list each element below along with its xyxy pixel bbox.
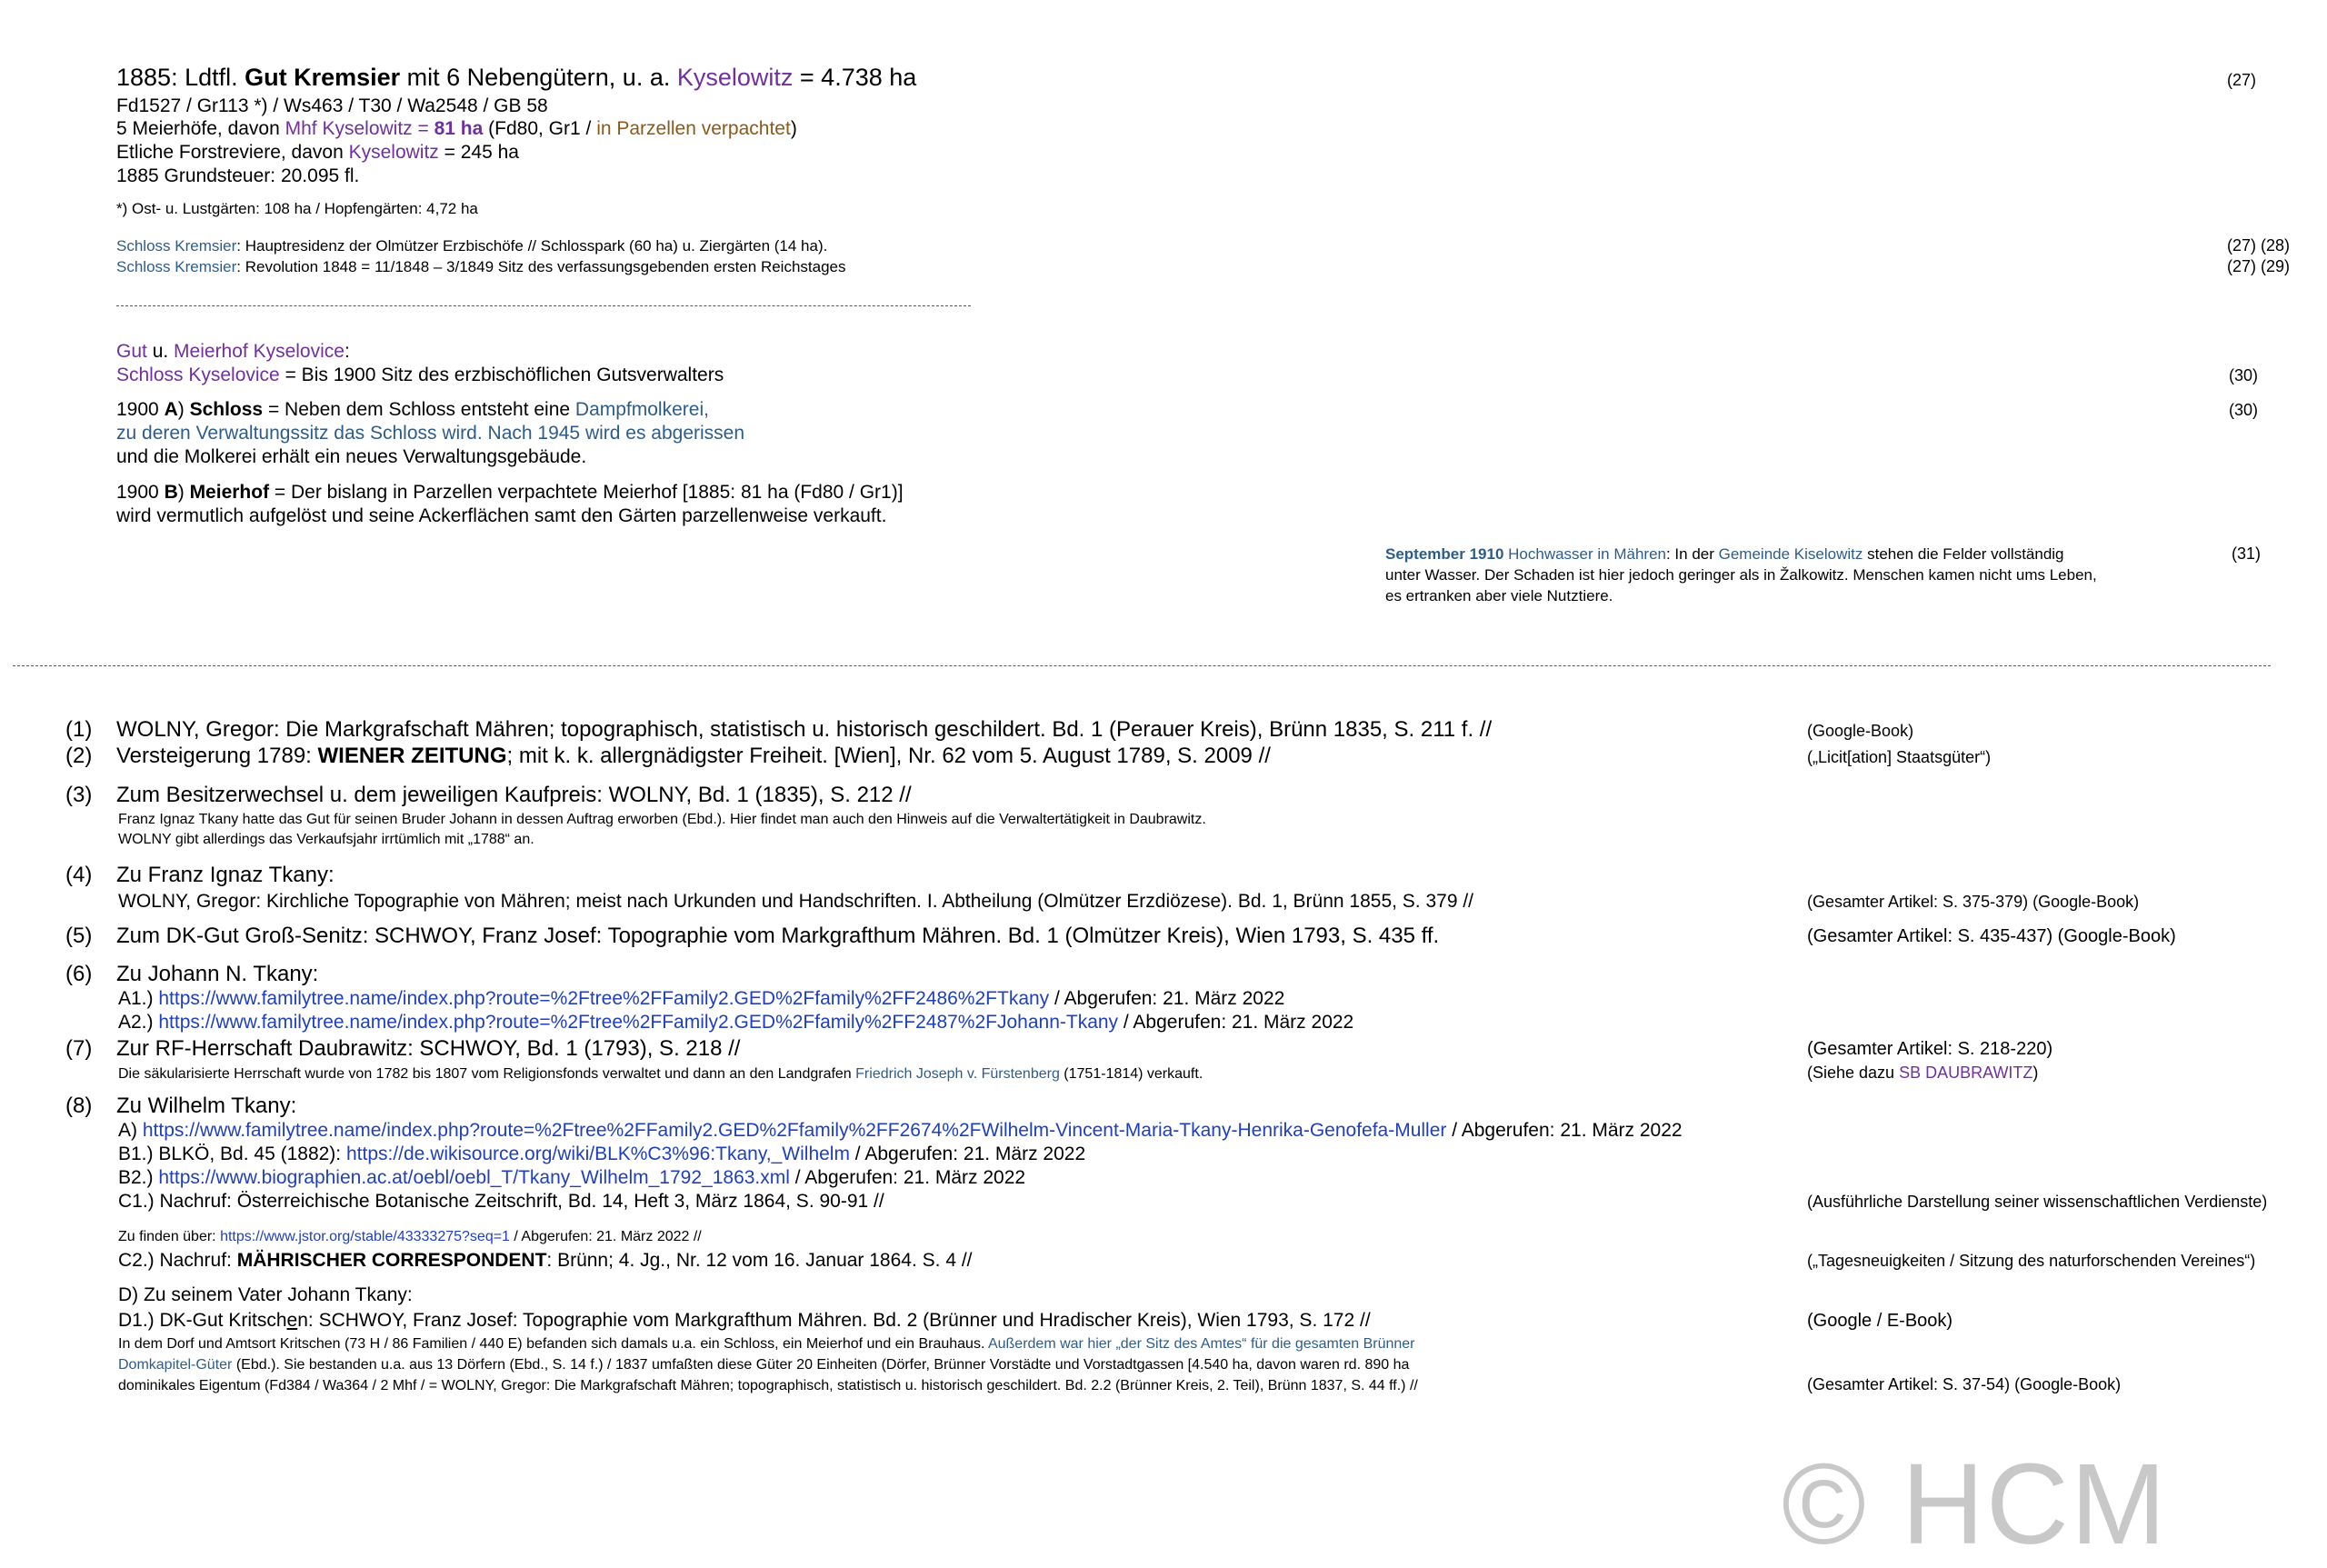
fn7-source: (Gesamter Artikel: S. 218-220)	[1807, 1039, 2053, 1059]
fn8-d1-source: (Google / E-Book)	[1807, 1311, 1953, 1331]
fn6-a2-link[interactable]: https://www.familytree.name/index.php?route=%2Ftree%2FFamily2.GED%2Ffamily%2FF2487%2FJohann-Tkany	[158, 1012, 1119, 1033]
schloss-kyselovice-line: Schloss Kyselovice = Bis 1900 Sitz des erzbischöflichen Gutsverwalters	[116, 365, 724, 385]
line-1900-b-2: wird vermutlich aufgelöst und seine Ackerflächen samt den Gärten parzellenweise verkauft.	[116, 505, 887, 526]
fn8-c1-note: (Ausführliche Darstellung seiner wissenschaftlichen Verdienste)	[1807, 1193, 2268, 1211]
fn8-b1-link[interactable]: https://de.wikisource.org/wiki/BLK%C3%96:Tkany,_Wilhelm	[345, 1144, 850, 1164]
castle-kremsier-revolution: Schloss Kremsier: Revolution 1848 = 11/1848 – 3/1849 Sitz des verfassungsgebenden ersten Reichstages	[116, 258, 846, 275]
fn8-text: Zu Wilhelm Tkany:	[116, 1094, 297, 1118]
fn6-text: Zu Johann N. Tkany:	[116, 962, 319, 986]
separator-short	[116, 305, 971, 306]
fn3-sub2: WOLNY gibt allerdings das Verkaufsjahr irrtümlich mit „1788“ an.	[118, 832, 534, 847]
note-gaerten: *) Ost- u. Lustgärten: 108 ha / Hopfengärten: 4,72 ha	[116, 200, 478, 217]
fn3-sub1: Franz Ignaz Tkany hatte das Gut für seinen Bruder Johann in dessen Auftrag erworben (Ebd.). Hier findet man auch den Hinweis auf die Verwaltertätigkeit in Daubrawitz.	[118, 812, 1206, 827]
ref-27: (27)	[2227, 71, 2257, 89]
ref-27-29: (27) (29)	[2227, 257, 2291, 275]
fn2-number: (2)	[65, 744, 93, 768]
line-forstreviere: Etliche Forstreviere, davon Kyselowitz = 245 ha	[116, 142, 519, 163]
fn1-source: (Google-Book)	[1807, 722, 1914, 740]
fn8-d1: D1.) DK-Gut Kritschen: SCHWOY, Franz Josef: Topographie vom Markgrafthum Mähren. Bd. 2 (Brünner und Hradischer Kreis), Wien 1793, S. 172 //	[118, 1310, 1371, 1331]
fn4-number: (4)	[65, 863, 93, 887]
fn8-b2: B2.) https://www.biographien.ac.at/oebl/oebl_T/Tkany_Wilhelm_1792_1863.xml / Abgerufen: 21. März 2022	[118, 1167, 1026, 1188]
fn3-text: Zum Besitzerwechsel u. dem jeweiligen Kaufpreis: WOLNY, Bd. 1 (1835), S. 212 //	[116, 783, 912, 807]
fn8-b2-link[interactable]: https://www.biographien.ac.at/oebl/oebl_T/Tkany_Wilhelm_1792_1863.xml	[158, 1167, 790, 1188]
fn8-c2-note: („Tagesneuigkeiten / Sitzung des naturforschenden Vereines“)	[1807, 1252, 2256, 1270]
fn8-c2: C2.) Nachruf: MÄHRISCHER CORRESPONDENT: Brünn; 4. Jg., Nr. 12 vom 16. Januar 1864. S. 4 //	[118, 1250, 973, 1271]
ref-30b: (30)	[2229, 401, 2259, 419]
line-meierhoefe: 5 Meierhöfe, davon Mhf Kyselowitz = 81 ha (Fd80, Gr1 / in Parzellen verpachtet)	[116, 118, 797, 139]
fn8-d-sub1: In dem Dorf und Amtsort Kritschen (73 H / 86 Familien / 440 E) befanden sich damals u.a. ein Schloss, ein Meierhof und ein Brauhaus. Außerdem war hier „der Sitz des Amtes“ für die gesamten Brünner	[118, 1336, 1415, 1352]
fn6-a2: A2.) https://www.familytree.name/index.php?route=%2Ftree%2FFamily2.GED%2Ffamily%2FF2487%2FJohann-Tkany / Abgerufen: 21. März 2022	[118, 1012, 1354, 1033]
fn8-d-title: D) Zu seinem Vater Johann Tkany:	[118, 1284, 413, 1305]
fn2-text: Versteigerung 1789: WIENER ZEITUNG; mit k. k. allergnädigster Freiheit. [Wien], Nr. 62 vom 5. August 1789, S. 2009 //	[116, 744, 1271, 768]
line-1900-b-meierhof: 1900 B) Meierhof = Der bislang in Parzellen verpachtete Meierhof [1885: 81 ha (Fd80 / Gr1)]	[116, 482, 904, 503]
separator-long	[13, 665, 2271, 666]
fn6-number: (6)	[65, 962, 93, 986]
line-1900-a-schloss: 1900 A) Schloss = Neben dem Schloss entsteht eine Dampfmolkerei,	[116, 399, 709, 420]
ref-31: (31)	[2232, 544, 2262, 563]
line-1900-a-3: und die Molkerei erhält ein neues Verwaltungsgebäude.	[116, 446, 587, 467]
fn8-number: (8)	[65, 1094, 93, 1118]
fn3-number: (3)	[65, 783, 93, 807]
fn4-text: Zu Franz Ignaz Tkany:	[116, 863, 335, 887]
fn8-a-link[interactable]: https://www.familytree.name/index.php?route=%2Ftree%2FFamily2.GED%2Ffamily%2FF2674%2FWilhelm-Vincent-Maria-Tkany-Henrika-Genofefa-Muller	[142, 1120, 1447, 1141]
fn1-text: WOLNY, Gregor: Die Markgrafschaft Mähren; topographisch, statistisch u. historisch geschildert. Bd. 1 (Perauer Kreis), Brünn 1835, S. 211 f. //	[116, 717, 1493, 742]
copyright-watermark: © HCM	[1782, 1440, 2168, 1568]
line-land-stats: Fd1527 / Gr113 *) / Ws463 / T30 / Wa2548 / GB 58	[116, 95, 548, 116]
flood-1910-line2: unter Wasser. Der Schaden ist hier jedoch geringer als in Žalkowitz. Menschen kamen nicht ums Leben,	[1385, 566, 2097, 584]
fn2-source: („Licit[ation] Staatsgüter“)	[1807, 748, 1992, 766]
fn8-d-sub3-source: (Gesamter Artikel: S. 37-54) (Google-Book)	[1807, 1375, 2122, 1393]
fn6-a1: A1.) https://www.familytree.name/index.php?route=%2Ftree%2FFamily2.GED%2Ffamily%2FF2486%2FTkany / Abgerufen: 21. März 2022	[118, 988, 1285, 1009]
flood-1910-line3: es ertranken aber viele Nutztiere.	[1385, 587, 1613, 604]
ref-27-28: (27) (28)	[2227, 236, 2291, 255]
fn8-jstor-link[interactable]: https://www.jstor.org/stable/43333275?seq=1	[220, 1229, 510, 1244]
fn8-find: Zu finden über: https://www.jstor.org/stable/43333275?seq=1 / Abgerufen: 21. März 2022 //	[118, 1229, 702, 1244]
line-1900-a-2: zu deren Verwaltungssitz das Schloss wird. Nach 1945 wird es abgerissen	[116, 423, 745, 444]
fn5-text: Zum DK-Gut Groß-Senitz: SCHWOY, Franz Josef: Topographie vom Markgrafthum Mähren. Bd. 1 (Olmützer Kreis), Wien 1793, S. 435 ff.	[116, 924, 1440, 948]
fn8-a: A) https://www.familytree.name/index.php?route=%2Ftree%2FFamily2.GED%2Ffamily%2FF2674%2FWilhelm-Vincent-Maria-Tkany-Henrika-Genofefa-Muller / Abgerufen: 21. März 2022	[118, 1120, 1683, 1141]
fn4-sub: WOLNY, Gregor: Kirchliche Topographie von Mähren; meist nach Urkunden und Handschriften. I. Abtheilung (Olmützer Erzdiözese). Bd. 1, Brünn 1855, S. 379 //	[118, 891, 1474, 912]
fn5-source: (Gesamter Artikel: S. 435-437) (Google-Book)	[1807, 926, 2176, 946]
fn4-source: (Gesamter Artikel: S. 375-379) (Google-Book)	[1807, 893, 2140, 911]
fn8-c1: C1.) Nachruf: Österreichische Botanische Zeitschrift, Bd. 14, Heft 3, März 1864, S. 90-91 //	[118, 1191, 884, 1212]
ref-30a: (30)	[2229, 366, 2259, 385]
fn7-number: (7)	[65, 1036, 93, 1061]
fn7-sub: Die säkularisierte Herrschaft wurde von 1782 bis 1807 vom Religionsfonds verwaltet und dann an den Landgrafen Friedrich Joseph v. Fürstenberg (1751-1814) verkauft.	[118, 1066, 1203, 1082]
fn7-see-also: (Siehe dazu SB DAUBRAWITZ)	[1807, 1064, 2039, 1082]
fn1-number: (1)	[65, 717, 93, 742]
fn7-text: Zur RF-Herrschaft Daubrawitz: SCHWOY, Bd. 1 (1793), S. 218 //	[116, 1036, 741, 1061]
fn8-d-sub3: dominikales Eigentum (Fd384 / Wa364 / 2 Mhf / = WOLNY, Gregor: Die Markgrafschaft Mähren; topographisch, statistisch u. historisch geschildert. Bd. 2.2 (Brünner Kreis, 2. Teil), Brünn 1837, S. 44 ff.) //	[118, 1378, 1418, 1393]
gut-meierhof-title: Gut u. Meierhof Kyselovice:	[116, 341, 350, 362]
fn8-b1: B1.) BLKÖ, Bd. 45 (1882): https://de.wikisource.org/wiki/BLK%C3%96:Tkany,_Wilhelm / Abgerufen: 21. März 2022	[118, 1144, 1086, 1164]
fn8-d-sub2: Domkapitel-Güter (Ebd.). Sie bestanden u.a. aus 13 Dörfern (Ebd., S. 14 f.) / 1837 umfaßten diese Güter 20 Einheiten (Dörfer, Brünner Vorstädte und Vorstadtgassen [4.540 ha, davon waren rd. 890 ha	[118, 1357, 1410, 1373]
castle-kremsier-residence: Schloss Kremsier: Hauptresidenz der Olmützer Erzbischöfe // Schlosspark (60 ha) u. Ziergärten (14 ha).	[116, 237, 828, 255]
flood-1910-line1: September 1910 Hochwasser in Mähren: In der Gemeinde Kiselowitz stehen die Felder vollständig	[1385, 545, 2064, 563]
line-grundsteuer: 1885 Grundsteuer: 20.095 fl.	[116, 165, 360, 186]
line-1885-gut-kremsier: 1885: Ldtfl. Gut Kremsier mit 6 Nebengütern, u. a. Kyselowitz = 4.738 ha	[116, 64, 917, 91]
fn5-number: (5)	[65, 924, 93, 948]
fn6-a1-link[interactable]: https://www.familytree.name/index.php?route=%2Ftree%2FFamily2.GED%2Ffamily%2FF2486%2FTkany	[158, 988, 1050, 1009]
